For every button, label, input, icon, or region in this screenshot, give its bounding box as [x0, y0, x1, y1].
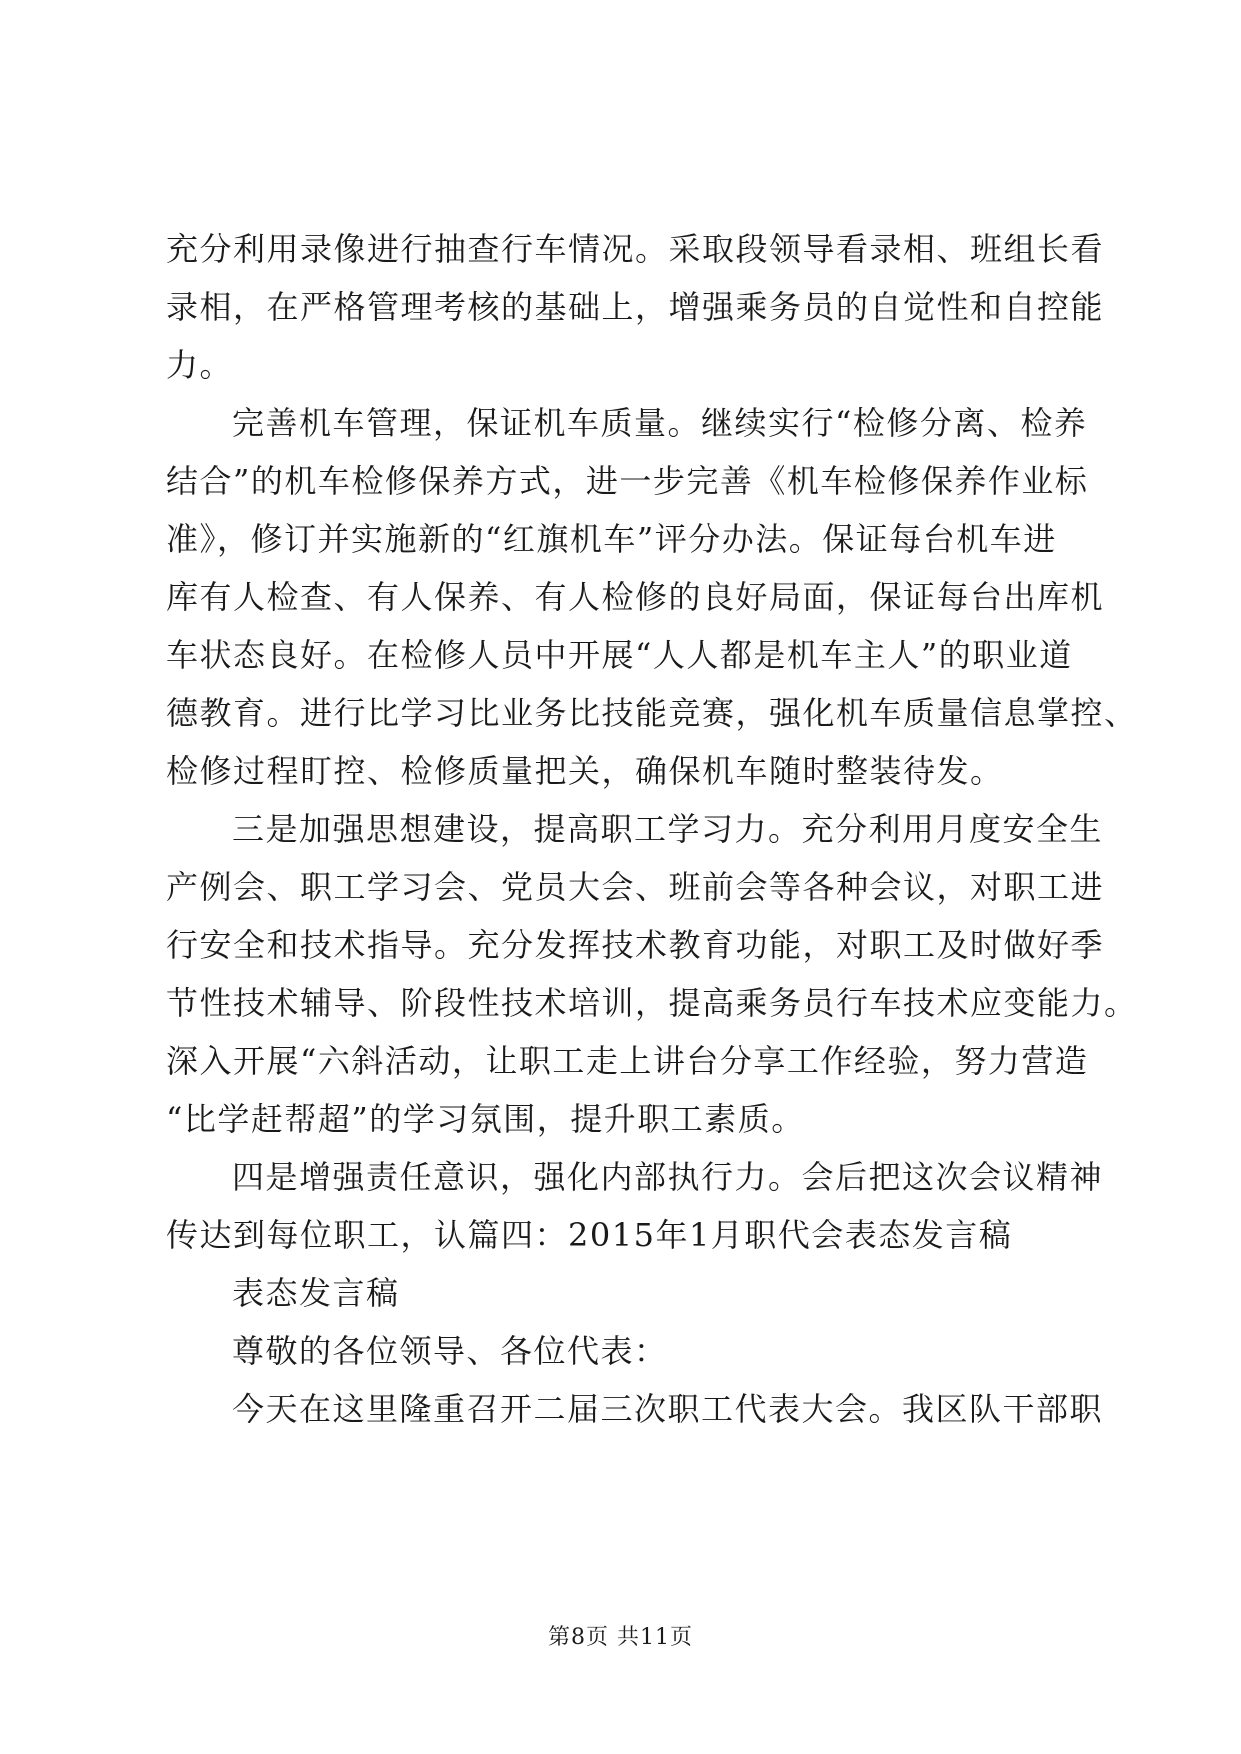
- paragraph-first-line: 今天在这里隆重召开二届三次职工代表大会。我区队干部职: [232, 1390, 1104, 1428]
- text-line: “比学赶帮超”的学习氛围，提升职工素质。: [166, 1100, 805, 1138]
- text-line: 结合”的机车检修保养方式，进一步完善《机车检修保养作业标: [166, 462, 1089, 500]
- text-line: 传达到每位职工，认篇四：2015年1月职代会表态发言稿: [166, 1216, 1013, 1254]
- section-title: 表态发言稿: [232, 1274, 400, 1312]
- page-number-footer: 第8页 共11页: [548, 1625, 693, 1650]
- text-line: 产例会、职工学习会、党员大会、班前会等各种会议，对职工进: [166, 868, 1105, 906]
- paragraph-first-line: 完善机车管理，保证机车质量。继续实行“检修分离、检养: [232, 404, 1088, 442]
- paragraph-first-line: 四是增强责任意识，强化内部执行力。会后把这次会议精神: [232, 1158, 1104, 1196]
- salutation: 尊敬的各位领导、各位代表：: [232, 1332, 668, 1370]
- text-line: 深入开展“六斜活动，让职工走上讲台分享工作经验，努力营造: [166, 1042, 1089, 1080]
- text-line: 检修过程盯控、检修质量把关，确保机车随时整装待发。: [166, 752, 1004, 790]
- text-line: 车状态良好。在检修人员中开展“人人都是机车主人”的职业道: [166, 636, 1073, 674]
- text-line: 充分利用录像进行抽查行车情况。采取段领导看录相、班组长看: [166, 230, 1105, 268]
- text-line: 行安全和技术指导。充分发挥技术教育功能，对职工及时做好季: [166, 926, 1105, 964]
- text-line: 德教育。进行比学习比业务比技能竞赛，强化机车质量信息掌控、: [166, 694, 1138, 732]
- text-line: 力。: [166, 346, 234, 384]
- text-line: 库有人检查、有人保养、有人检修的良好局面，保证每台出库机: [166, 578, 1105, 616]
- text-line: 节性技术辅导、阶段性技术培训，提高乘务员行车技术应变能力。: [166, 984, 1138, 1022]
- text-line: 录相，在严格管理考核的基础上，增强乘务员的自觉性和自控能: [166, 288, 1105, 326]
- paragraph-first-line: 三是加强思想建设，提高职工学习力。充分利用月度安全生: [232, 810, 1104, 848]
- text-line: 准》，修订并实施新的“红旗机车”评分办法。保证每台机车进: [166, 520, 1057, 558]
